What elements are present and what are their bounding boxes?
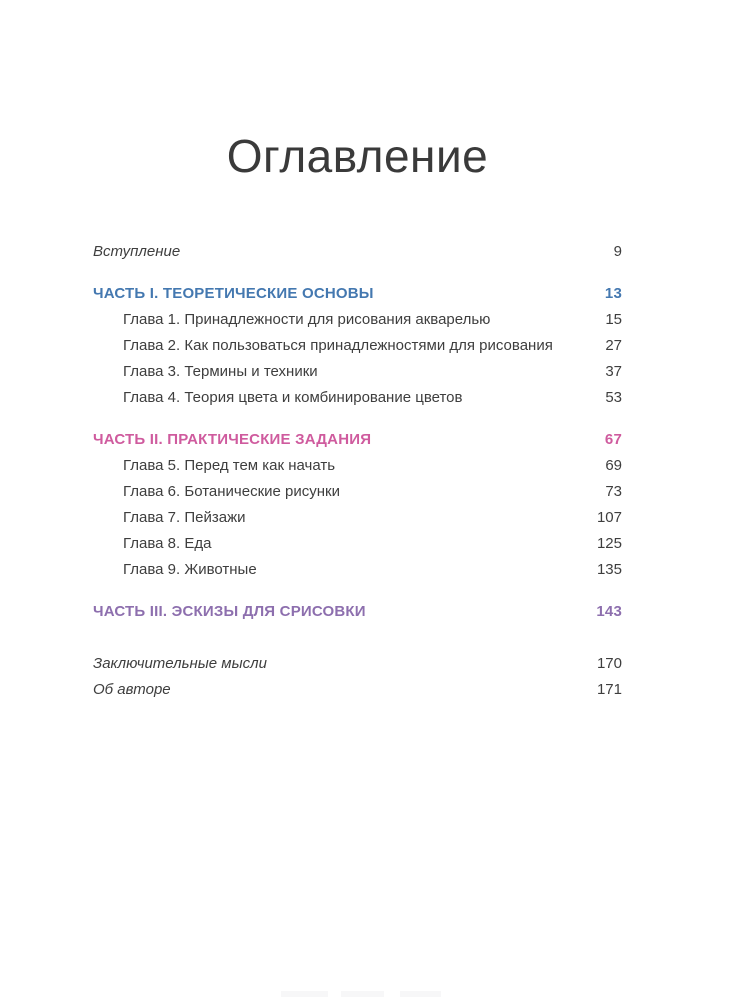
toc-entry-page-number: 73 (605, 483, 622, 500)
page-edge-mark (281, 991, 328, 997)
toc-entry-label: ЧАСТЬ II. ПРАКТИЧЕСКИЕ ЗАДАНИЯ (93, 431, 372, 448)
toc-entry-page-number: 9 (613, 243, 622, 260)
toc-entry-page-number: 15 (605, 311, 622, 328)
toc-part-heading (93, 286, 622, 302)
toc-entry (93, 510, 622, 526)
toc-part-heading (93, 432, 622, 448)
toc-entry-page-number: 171 (596, 681, 622, 698)
toc-entry (93, 458, 622, 474)
toc-entry-label: Глава 9. Животные (123, 561, 257, 578)
toc-entry (93, 562, 622, 578)
toc-entry (93, 682, 622, 698)
toc-entry-label: ЧАСТЬ III. ЭСКИЗЫ ДЛЯ СРИСОВКИ (93, 603, 366, 620)
page-edge-mark (341, 991, 384, 997)
toc-entry (93, 338, 622, 354)
toc-entry-page-number: 125 (596, 535, 622, 552)
toc-entry-label: Глава 4. Теория цвета и комбинирование цветов (123, 389, 463, 406)
page-edge-artifact (0, 991, 746, 998)
toc-entry-page-number: 107 (596, 509, 622, 526)
toc-part-heading (93, 604, 622, 620)
toc-content-column (93, 0, 622, 698)
toc-entry-label: Глава 3. Термины и техники (123, 363, 318, 380)
toc-entry-page-number: 53 (605, 389, 622, 406)
toc-entry-label: Глава 5. Перед тем как начать (123, 457, 336, 474)
toc-entry (93, 244, 622, 260)
toc-entry-page-number: 37 (605, 363, 622, 380)
toc-entry-page-number: 27 (605, 337, 622, 354)
toc-list (93, 244, 622, 698)
toc-entry-page-number: 135 (596, 561, 622, 578)
toc-entry-page-number: 143 (596, 603, 622, 620)
toc-entry-page-number: 13 (604, 285, 622, 302)
toc-entry (93, 536, 622, 552)
toc-entry-label: Глава 2. Как пользоваться принадлежностями для рисования (123, 337, 553, 354)
toc-entry-page-number: 67 (604, 431, 622, 448)
toc-entry (93, 390, 622, 406)
toc-entry-label: Глава 8. Еда (123, 535, 212, 552)
toc-entry-label: Об авторе (93, 681, 171, 698)
toc-entry-label: Глава 1. Принадлежности для рисования акварелью (123, 311, 491, 328)
toc-entry (93, 656, 622, 672)
toc-entry (93, 312, 622, 328)
toc-entry-label: Заключительные мысли (93, 655, 267, 672)
toc-entry (93, 484, 622, 500)
toc-entry-label: Глава 7. Пейзажи (123, 509, 246, 526)
toc-entry (93, 364, 622, 380)
page-edge-mark (400, 991, 441, 997)
toc-entry-page-number: 69 (605, 457, 622, 474)
toc-entry-label: ЧАСТЬ I. ТЕОРЕТИЧЕСКИЕ ОСНОВЫ (93, 285, 374, 302)
page-title: Оглавление (226, 130, 489, 182)
toc-entry-label: Вступление (93, 243, 181, 260)
toc-entry-page-number: 170 (596, 655, 622, 672)
toc-entry-label: Глава 6. Ботанические рисунки (123, 483, 340, 500)
